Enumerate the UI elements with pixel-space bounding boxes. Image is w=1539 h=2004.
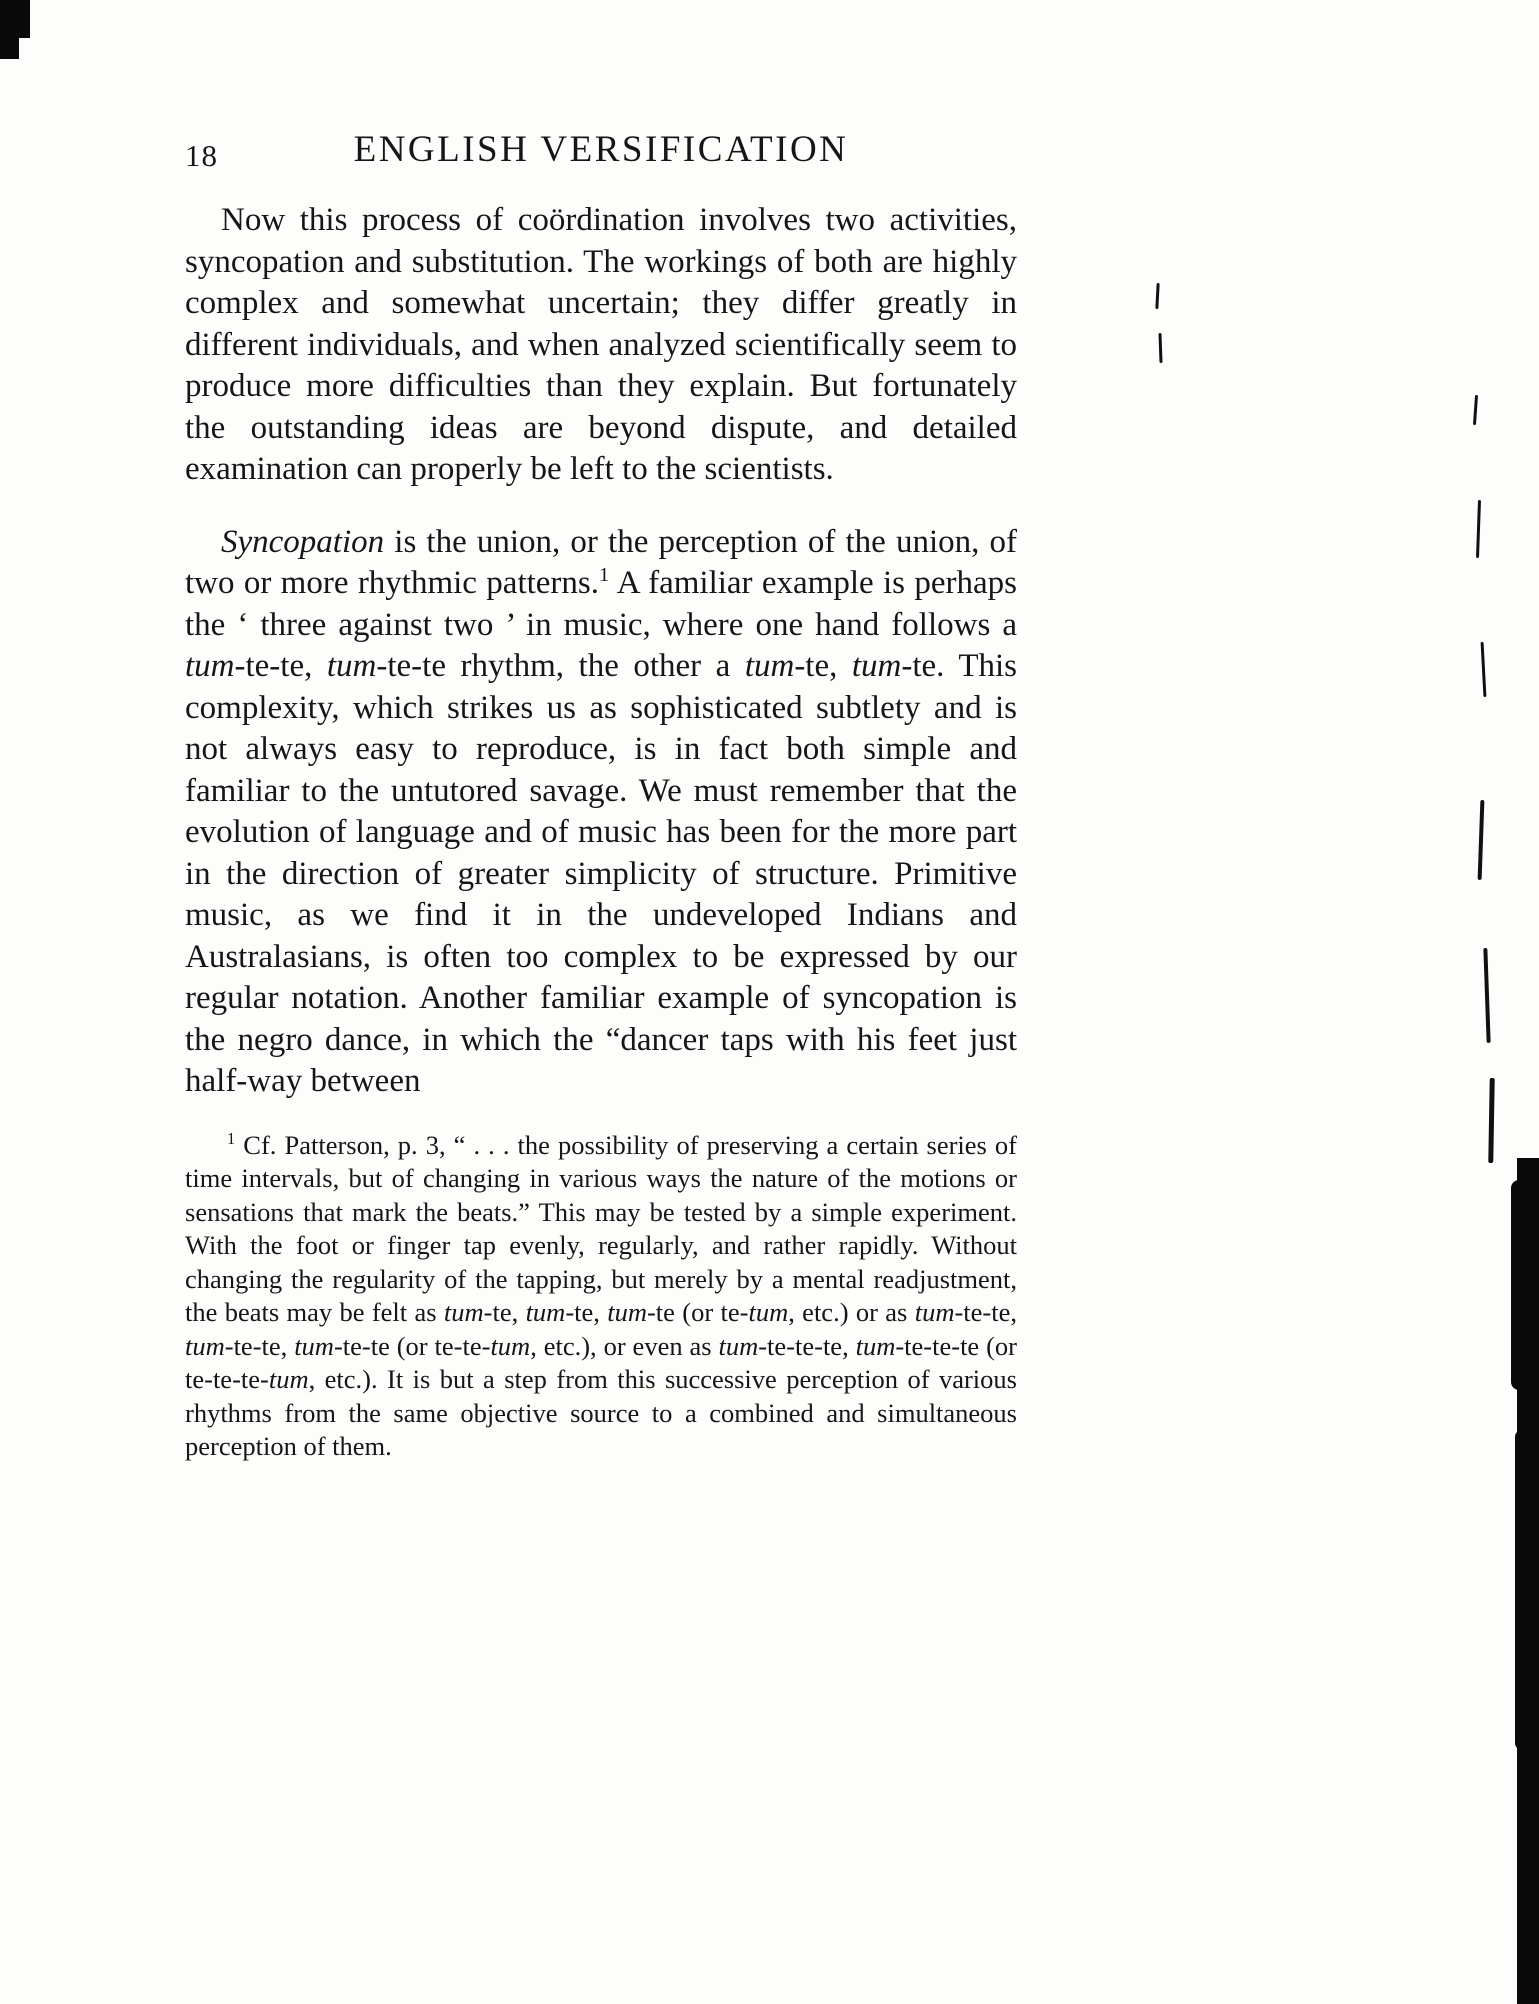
scan-artifact-corner [0, 37, 19, 59]
scan-artifact-mark [1476, 500, 1481, 558]
page-header [185, 128, 1017, 186]
body-paragraph: Syncopation is the union, or the perception of the union, of two or more rhythmic patterns.$^1$ A familiar example is perhaps the ‘ three against two ’ in music, where one hand follows a tum-te-te, tum-te-te rhythm, the other a tum-te, tum-te. This complexity, which strikes us as sophisticated subtlety and is not always easy to reproduce, is in fact both simple and familiar to the untutored savage. We must remember that the evolution of language and of music has been for the more part in the direction of greater simplicity of structure. Primitive music, as we find it in the undeveloped Indians and Australasians, is often too complex to be expressed by our regular notation. Another familiar example of syncopation is the negro dance, in which the “dancer taps with his feet just half-way between [185, 523, 1017, 1099]
scan-artifact-edge-bar [1511, 1180, 1527, 1390]
scan-artifact-mark [1483, 948, 1490, 1043]
footnote-paragraph: $^1$ Cf. Patterson, p. 3, “ . . . the possibility of preserving a certain series of time intervals, but of changing in various ways the nature of the motions or sensations that mark the beats.” This may be tested by a simple experiment. With the foot or finger tap evenly, regularly, and rather rapidly. Without changing the regularity of the tapping, but merely by a mental readjustment, the beats may be felt as tum-te, tum-te, tum-te (or te-tum, etc.) or as tum-te-te, tum-te-te, tum-te-te (or te-te-tum, etc.), or even as tum-te-te-te, tum-te-te-te (or te-te-te-tum, etc.). It is but a step from this successive perception of various rhythms from the same objective source to a combined and simultaneous perception of them. [185, 1128, 1017, 1461]
body-text [185, 200, 1017, 1103]
scan-artifact-corner [0, 0, 30, 38]
scan-artifact-mark [1481, 642, 1487, 697]
body-paragraph: Now this process of coördination involves two activities, syncopation and substitution. The workings of both are highly complex and somewhat uncertain; they differ greatly in different individuals, and when analyzed scientifically seem to produce more difficulties than they explain. But fortunately the outstanding ideas are beyond dispute, and detailed examination can properly be left to the scientists. [185, 202, 1017, 487]
page-number: 18 [185, 138, 218, 173]
scan-artifact-edge-bar [1515, 1430, 1529, 1750]
footnote-block [185, 1129, 1017, 1464]
scan-artifact-mark [1158, 333, 1162, 363]
text-column [185, 128, 1017, 1464]
scan-artifact-mark [1473, 395, 1478, 425]
scan-artifact-mark [1478, 800, 1485, 880]
scan-artifact-mark [1155, 283, 1159, 309]
scan-artifact-mark [1488, 1078, 1494, 1163]
running-head-title: ENGLISH VERSIFICATION [353, 129, 849, 170]
